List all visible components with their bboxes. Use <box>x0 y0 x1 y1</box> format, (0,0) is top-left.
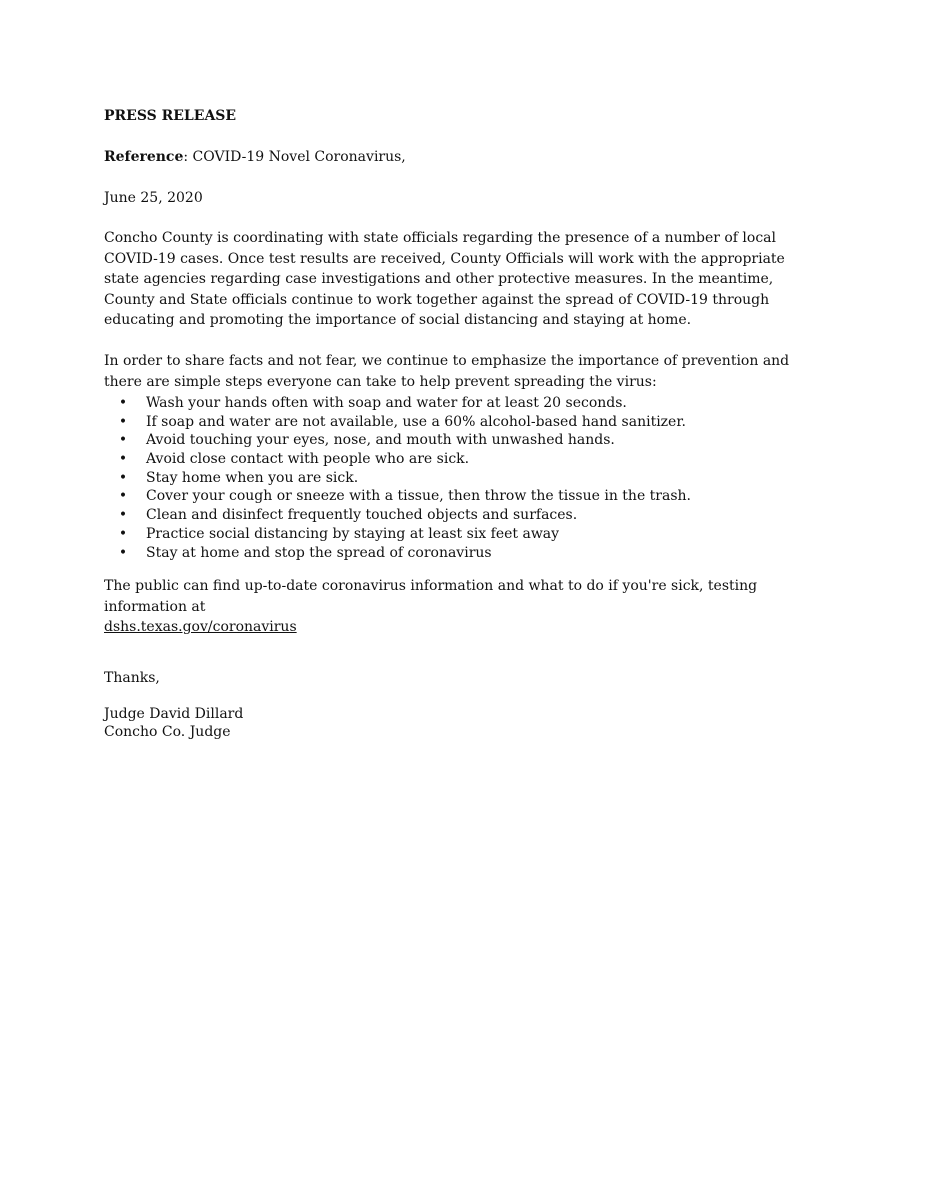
bullet-icon: • <box>118 488 128 505</box>
signer-name: Judge David Dillard <box>104 706 244 722</box>
list-item <box>104 506 819 525</box>
list-item <box>104 487 819 506</box>
list-item <box>104 394 819 413</box>
prevention-paragraph: In order to share facts and not fear, we continue to emphasize the importance of prevention and there are simple steps everyone can take to help prevent spreading the virus: <box>104 353 790 390</box>
bullet-icon: • <box>118 432 128 449</box>
bullet-icon: • <box>118 544 128 561</box>
list-item <box>104 450 819 469</box>
coronavirus-info-link[interactable]: dshs.texas.gov/coronavirus <box>104 619 297 635</box>
reference-line <box>104 149 819 165</box>
list-item-text: Practice social distancing by staying at least six feet away <box>146 525 560 542</box>
list-item <box>104 469 819 488</box>
prevention-steps-list <box>104 394 819 562</box>
list-item-text: If soap and water are not available, use a 60% alcohol-based hand sanitizer. <box>146 413 686 430</box>
bullet-icon: • <box>118 451 128 468</box>
release-date: June 25, 2020 <box>104 190 203 206</box>
resources-paragraph <box>104 576 819 638</box>
signature-block <box>104 705 819 741</box>
reference-text: : COVID-19 Novel Coronavirus, <box>183 149 406 165</box>
bullet-icon: • <box>118 413 128 430</box>
list-item-text: Avoid close contact with people who are sick. <box>146 451 470 468</box>
bullet-icon: • <box>118 469 128 486</box>
list-item-text: Avoid touching your eyes, nose, and mouth with unwashed hands. <box>146 432 615 449</box>
list-item <box>104 413 819 432</box>
list-item-text: Clean and disinfect frequently touched objects and surfaces. <box>146 507 578 524</box>
list-item <box>104 525 819 544</box>
intro-paragraph: Concho County is coordinating with state officials regarding the presence of a number of local COVID-19 cases. Once test results are received, County Officials will work with the appropriate state agencies regarding case investigations and other protective measures. In the meantime, County and State officials continue to work together against the spread of COVID-19 through educating and promoting the importance of social distancing and staying at home. <box>104 230 785 328</box>
bullet-icon: • <box>118 395 128 411</box>
page-heading: PRESS RELEASE <box>104 108 237 124</box>
bullet-icon: • <box>118 525 128 542</box>
reference-label: Reference <box>104 149 184 165</box>
list-item <box>104 544 819 563</box>
list-item <box>104 431 819 450</box>
signer-title: Concho Co. Judge <box>104 724 231 740</box>
list-item-text: Stay at home and stop the spread of coronavirus <box>146 544 492 561</box>
list-item-text: Stay home when you are sick. <box>146 469 359 486</box>
bullet-icon: • <box>118 507 128 524</box>
list-item-text: Wash your hands often with soap and water for at least 20 seconds. <box>146 395 627 411</box>
sign-off: Thanks, <box>104 670 160 686</box>
list-item-text: Cover your cough or sneeze with a tissue, then throw the tissue in the trash. <box>146 488 692 505</box>
resources-text: The public can find up-to-date coronavirus information and what to do if you're sick, testing information at <box>104 578 758 615</box>
